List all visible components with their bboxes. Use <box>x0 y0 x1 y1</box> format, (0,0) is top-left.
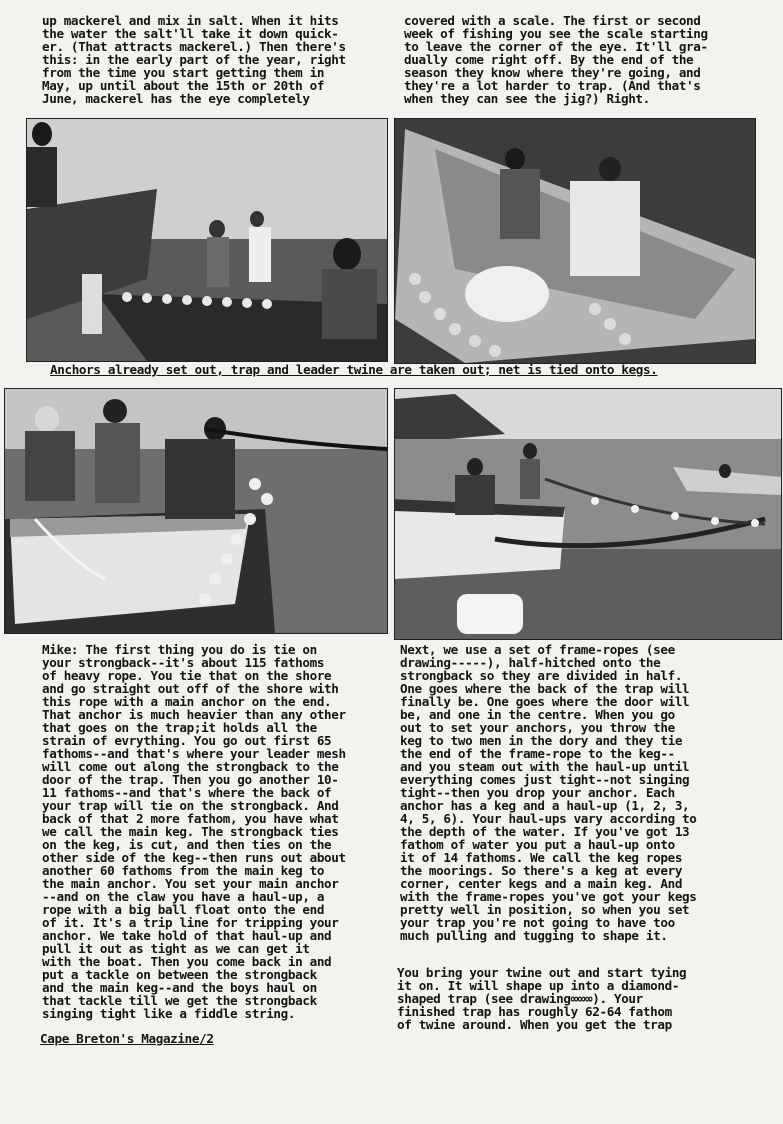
body-right-text-part2: You bring your twine out and start tying it on. It will shape up into a diamond- shaped trap (see drawing∞∞∞). Your finished trap has roughly 62-64 fathom of twine around. When you get the trap <box>397 965 687 1032</box>
footer-credit <box>40 1031 214 1046</box>
footer-magazine-name: Cape Breton's Magazine <box>40 1031 200 1046</box>
footer-page-number: /2 <box>199 1031 214 1046</box>
photo-tying-net-to-kegs <box>4 388 388 634</box>
top-right-text: covered with a scale. The first or second week of fishing you see the scale starting to leave the corner of the eye. It'll gra- dually come right off. By the end of the season they know where they're going, and they're a lot harder to trap. (And that's when they can see the jig?) Right. <box>404 13 708 106</box>
body-right-text-part1: Next, we use a set of frame-ropes (see drawing-----), half-hitched onto the strongback so they are divided in half. One goes where the back of the trap will finally be. One goes where the door will be, and one in the centre. When you go out to set your anchors, you throw the keg to two men in the dory and they tie the end of the frame-rope to the keg-- and you steam out with the haul-up until everything comes just tight--not singing tight--then you drop your anchor. Each anchor has a keg and a haul-up (1, 2, 3, 4, 5, 6). Your haul-ups vary according to the depth of the water. If you've got 13 fathom of water you put a haul-up onto it of 14 fathoms. We call the keg ropes the moorings. So there's a keg at every corner, center kegs and a main keg. And with the frame-ropes you've got your kegs pretty well in position, so when you set your trap you're not going to have too much pulling and tugging to shape it. <box>400 642 697 943</box>
photo-caption: Anchors already set out, trap and leader twine are taken out; net is tied onto kegs. <box>50 362 658 377</box>
photo-boats-with-net-and-floats <box>394 388 782 640</box>
body-left-text: Mike: The first thing you do is tie on your strongback--it's about 115 fathoms of heavy rope. You tie that on the shore and go straight out off of the shore with this rope with a main anchor on the end. That anchor is much heavier than any other that goes on the trap;it holds all the strain of evrything. You go out first 65 fathoms--and that's where your leader mesh will come out along the strongback to the door of the trap. Then you go another 10- 11 fathoms--and that's where the back of your trap will tie on the strongback. And back of that 2 more fathom, you have what we call the main keg. The strongback ties on the keg, is cut, and then ties on the other side of the keg--then runs out about another 60 fathoms from the main keg to the main anchor. You set your main anchor --and on the claw you have a haul-up, a rope with a big ball float onto the end of it. It's a trip line for tripping your anchor. We take hold of that haul-up and pull it out as tight as we can get it with the boat. Then you come back in and put a tackle on between the strongback and the main keg--and the boys haul on that tackle till we get the strongback singing tight like a fiddle string. <box>42 642 346 1021</box>
photo-men-in-dory-with-kegs <box>394 118 756 364</box>
top-left-text: up mackerel and mix in salt. When it hits the water the salt'll take it down quick- er. (That attracts mackerel.) Then there's this: in the early part of the year, right from the time you start getting them in May, up until about the 15th or 20th of June, mackerel has the eye completely <box>42 13 346 106</box>
photo-men-on-trap-boat <box>26 118 388 362</box>
